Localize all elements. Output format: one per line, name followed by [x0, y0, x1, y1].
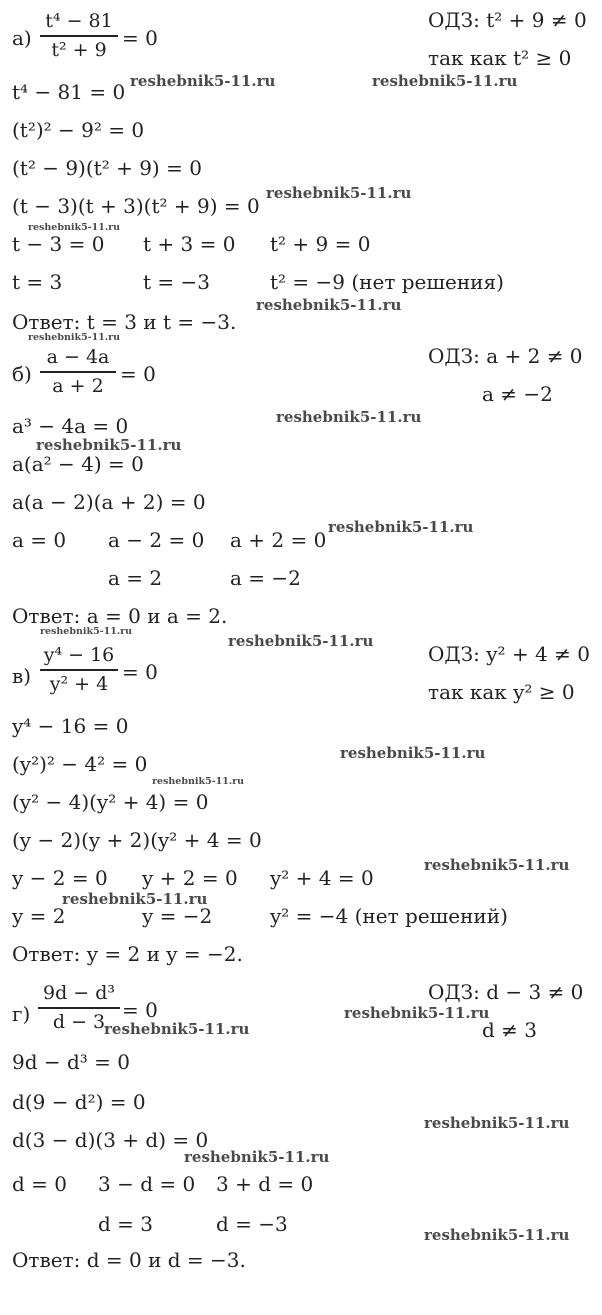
- solution-cell: t = 3: [12, 270, 63, 294]
- odz-line: ОДЗ: a + 2 ≠ 0: [428, 344, 583, 368]
- solution-line: (t²)² − 9² = 0: [12, 118, 145, 142]
- solution-cell: 3 + d = 0: [216, 1172, 314, 1196]
- fraction-rhs: = 0: [122, 998, 158, 1022]
- solution-line: a(a − 2)(a + 2) = 0: [12, 490, 206, 514]
- fraction-b: [40, 346, 116, 397]
- answer-line: Ответ: a = 0 и a = 2.: [12, 604, 228, 628]
- solution-cell: y = 2: [12, 904, 66, 928]
- fraction-denominator: t² + 9: [51, 38, 107, 61]
- watermark: reshebnik5-11.ru: [424, 1114, 570, 1132]
- solution-cell: t² = −9 (нет решения): [270, 270, 504, 294]
- watermark: reshebnik5-11.ru: [256, 296, 402, 314]
- solution-line: y⁴ − 16 = 0: [12, 714, 129, 738]
- fraction-numerator: 9d − d³: [42, 982, 116, 1004]
- fraction-numerator: t⁴ − 81: [45, 10, 113, 32]
- solution-cell: a = 2: [108, 566, 163, 590]
- solution-cell: 3 − d = 0: [98, 1172, 196, 1196]
- answer-line: Ответ: d = 0 и d = −3.: [12, 1248, 246, 1272]
- fraction-rhs: = 0: [122, 660, 158, 684]
- fraction-c: [40, 644, 118, 695]
- solution-line: d(9 − d²) = 0: [12, 1090, 146, 1114]
- answer-line: Ответ: y = 2 и y = −2.: [12, 942, 243, 966]
- solution-cell: d = 0: [12, 1172, 67, 1196]
- solution-cell: y² = −4 (нет решений): [270, 904, 508, 928]
- watermark: reshebnik5-11.ru: [184, 1148, 330, 1166]
- odz-line: ОДЗ: d − 3 ≠ 0: [428, 980, 584, 1004]
- watermark: reshebnik5-11.ru: [372, 72, 518, 90]
- odz-line: d ≠ 3: [482, 1018, 537, 1042]
- fraction-bar: [40, 669, 118, 671]
- fraction-denominator: d − 3: [52, 1010, 106, 1033]
- watermark: reshebnik5-11.ru: [328, 518, 474, 536]
- watermark: reshebnik5-11.ru: [40, 626, 133, 637]
- watermark: reshebnik5-11.ru: [104, 1020, 250, 1038]
- solution-cell: a = −2: [230, 566, 301, 590]
- part-label-b: б): [12, 362, 32, 386]
- part-label-d: г): [12, 1002, 31, 1026]
- solution-cell: a = 0: [12, 528, 67, 552]
- solution-cell: y − 2 = 0: [12, 866, 108, 890]
- solution-line: (y² − 4)(y² + 4) = 0: [12, 790, 209, 814]
- solution-cell: a − 2 = 0: [108, 528, 205, 552]
- fraction-bar: [40, 35, 118, 37]
- watermark: reshebnik5-11.ru: [36, 436, 182, 454]
- watermark: reshebnik5-11.ru: [424, 856, 570, 874]
- part-label-c: в): [12, 664, 32, 688]
- solution-cell: y² + 4 = 0: [270, 866, 374, 890]
- watermark: reshebnik5-11.ru: [28, 222, 121, 233]
- fraction-numerator: a − 4a: [46, 346, 110, 368]
- fraction-bar: [40, 371, 116, 373]
- fraction-rhs: = 0: [120, 362, 156, 386]
- odz-line: ОДЗ: y² + 4 ≠ 0: [428, 642, 590, 666]
- watermark: reshebnik5-11.ru: [28, 332, 121, 343]
- fraction-rhs: = 0: [122, 26, 158, 50]
- fraction-denominator: a + 2: [52, 374, 104, 397]
- solution-line: (t² − 9)(t² + 9) = 0: [12, 156, 202, 180]
- solution-cell: t − 3 = 0: [12, 232, 105, 256]
- odz-line: ОДЗ: t² + 9 ≠ 0: [428, 8, 587, 32]
- solution-cell: d = −3: [216, 1212, 288, 1236]
- watermark: reshebnik5-11.ru: [62, 890, 208, 908]
- odz-line: a ≠ −2: [482, 382, 553, 406]
- watermark: reshebnik5-11.ru: [130, 72, 276, 90]
- answer-line: Ответ: t = 3 и t = −3.: [12, 310, 237, 334]
- fraction-numerator: y⁴ − 16: [43, 644, 115, 666]
- watermark: reshebnik5-11.ru: [340, 744, 486, 762]
- watermark: reshebnik5-11.ru: [344, 1004, 490, 1022]
- solution-cell: t² + 9 = 0: [270, 232, 371, 256]
- solution-cell: t + 3 = 0: [143, 232, 236, 256]
- odz-line: так как t² ≥ 0: [428, 46, 572, 70]
- solution-line: (y − 2)(y + 2)(y² + 4 = 0: [12, 828, 262, 852]
- solution-cell: d = 3: [98, 1212, 153, 1236]
- solution-cell: a + 2 = 0: [230, 528, 327, 552]
- odz-line: так как y² ≥ 0: [428, 680, 575, 704]
- solution-cell: t = −3: [143, 270, 210, 294]
- solution-cell: y = −2: [142, 904, 213, 928]
- watermark: reshebnik5-11.ru: [228, 632, 374, 650]
- watermark: reshebnik5-11.ru: [266, 184, 412, 202]
- watermark: reshebnik5-11.ru: [276, 408, 422, 426]
- fraction-bar: [38, 1007, 120, 1009]
- watermark: reshebnik5-11.ru: [152, 776, 245, 787]
- part-label-a: а): [12, 26, 32, 50]
- solution-line: a³ − 4a = 0: [12, 414, 129, 438]
- solution-line: a(a² − 4) = 0: [12, 452, 144, 476]
- fraction-denominator: y² + 4: [49, 672, 109, 695]
- fraction-a: [40, 10, 118, 61]
- solution-line: (y²)² − 4² = 0: [12, 752, 148, 776]
- solution-line: d(3 − d)(3 + d) = 0: [12, 1128, 209, 1152]
- solution-line: t⁴ − 81 = 0: [12, 80, 126, 104]
- solution-line: (t − 3)(t + 3)(t² + 9) = 0: [12, 194, 260, 218]
- solution-line: 9d − d³ = 0: [12, 1050, 131, 1074]
- watermark: reshebnik5-11.ru: [424, 1226, 570, 1244]
- solution-cell: y + 2 = 0: [142, 866, 238, 890]
